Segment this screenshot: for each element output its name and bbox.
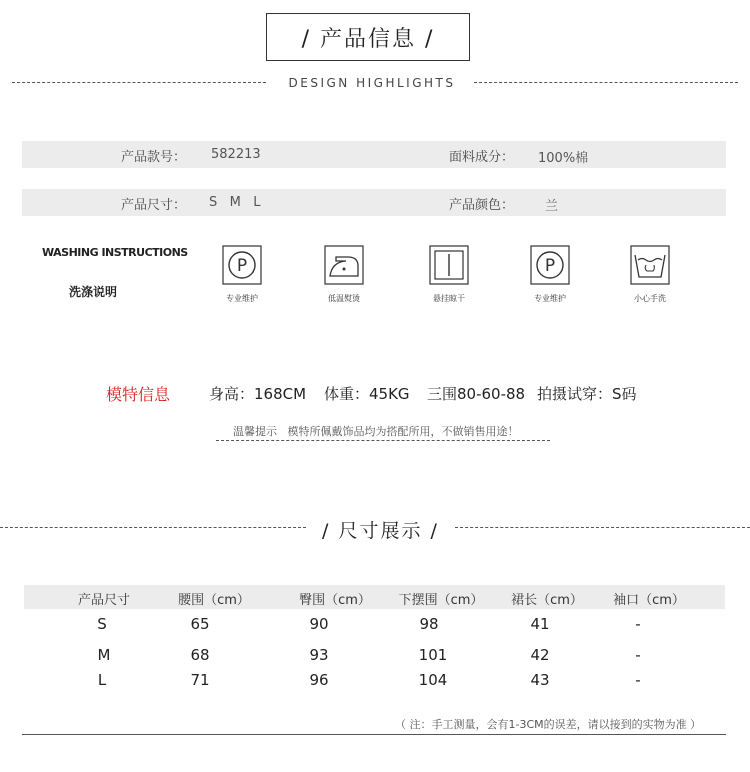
col-header-hem: 下摆围（cm） (398, 593, 484, 608)
col-header-cuff: 袖口（cm） (613, 593, 685, 608)
size-value: S M L (209, 195, 261, 210)
size-divider-left (0, 527, 306, 528)
dry-clean-p-icon (530, 245, 570, 289)
table-cell: 104 (418, 671, 448, 689)
wash-caption-3: 悬挂晾干 (433, 294, 465, 303)
table-cell: S (97, 615, 107, 633)
table-cell: - (635, 615, 641, 633)
header-divider-right (474, 82, 738, 83)
model-info-label: 模特信息 (106, 385, 171, 404)
style-number-label: 产品款号： (121, 150, 187, 165)
dry-clean-p-icon (222, 245, 262, 289)
table-cell: M (97, 646, 111, 664)
table-cell: 42 (530, 646, 550, 664)
style-number-value: 582213 (211, 147, 261, 162)
measurement-footnote: （ 注：手工测量，会有1-3CM的误差，请以接到的实物为准 ） (395, 718, 702, 731)
table-cell: 90 (309, 615, 329, 633)
model-height: 身高：168CM (209, 385, 307, 403)
table-cell: 65 (190, 615, 210, 633)
page-subtitle: DESIGN HIGHLIGHTS (288, 76, 456, 90)
table-cell: 43 (530, 671, 550, 689)
table-cell: 98 (419, 615, 439, 633)
table-cell: 96 (309, 671, 329, 689)
table-cell: 41 (530, 615, 550, 633)
table-cell: - (635, 671, 641, 689)
color-value: 兰 (545, 199, 559, 214)
footer-rule (22, 734, 726, 735)
col-header-hip: 臀围（cm） (299, 593, 371, 608)
model-trial-size: 拍摄试穿：S码 (537, 385, 637, 403)
size-label: 产品尺寸： (121, 198, 187, 213)
model-note-underline (216, 440, 550, 441)
fabric-label: 面料成分： (449, 150, 515, 165)
table-cell: - (635, 646, 641, 664)
page-title-box (266, 13, 470, 61)
fabric-value: 100%棉 (538, 151, 589, 166)
model-measurements: 三围80-60-88 (427, 385, 526, 403)
washing-subtitle: 洗涤说明 (69, 285, 118, 299)
table-cell: 101 (418, 646, 448, 664)
wash-caption-1: 专业维护 (226, 294, 258, 303)
wash-caption-5: 小心手洗 (634, 294, 666, 303)
low-temp-iron-icon (324, 245, 364, 289)
wash-caption-2: 低温熨烫 (328, 294, 360, 303)
col-header-size: 产品尺寸 (77, 593, 130, 608)
col-header-waist: 腰围（cm） (178, 593, 250, 608)
table-cell: L (97, 671, 107, 689)
color-label: 产品颜色： (449, 198, 515, 213)
wash-caption-4: 专业维护 (534, 294, 566, 303)
col-header-length: 裙长（cm） (511, 593, 583, 608)
svg-text:P: P (544, 256, 556, 276)
header-divider-left (12, 82, 266, 83)
table-cell: 71 (190, 671, 210, 689)
table-cell: 68 (190, 646, 210, 664)
page-title: / 产品信息 / (301, 26, 435, 52)
model-weight: 体重：45KG (324, 385, 410, 403)
size-section-title: / 尺寸展示 / (322, 520, 439, 542)
washing-title: WASHING INSTRUCTIONS (42, 246, 188, 259)
hand-wash-icon (630, 245, 670, 289)
svg-text:P: P (236, 256, 248, 276)
hang-dry-icon (429, 245, 469, 289)
table-cell: 93 (309, 646, 329, 664)
model-note: 温馨提示 模特所佩戴饰品均为搭配所用，不做销售用途！ (233, 425, 519, 438)
size-divider-right (455, 527, 750, 528)
